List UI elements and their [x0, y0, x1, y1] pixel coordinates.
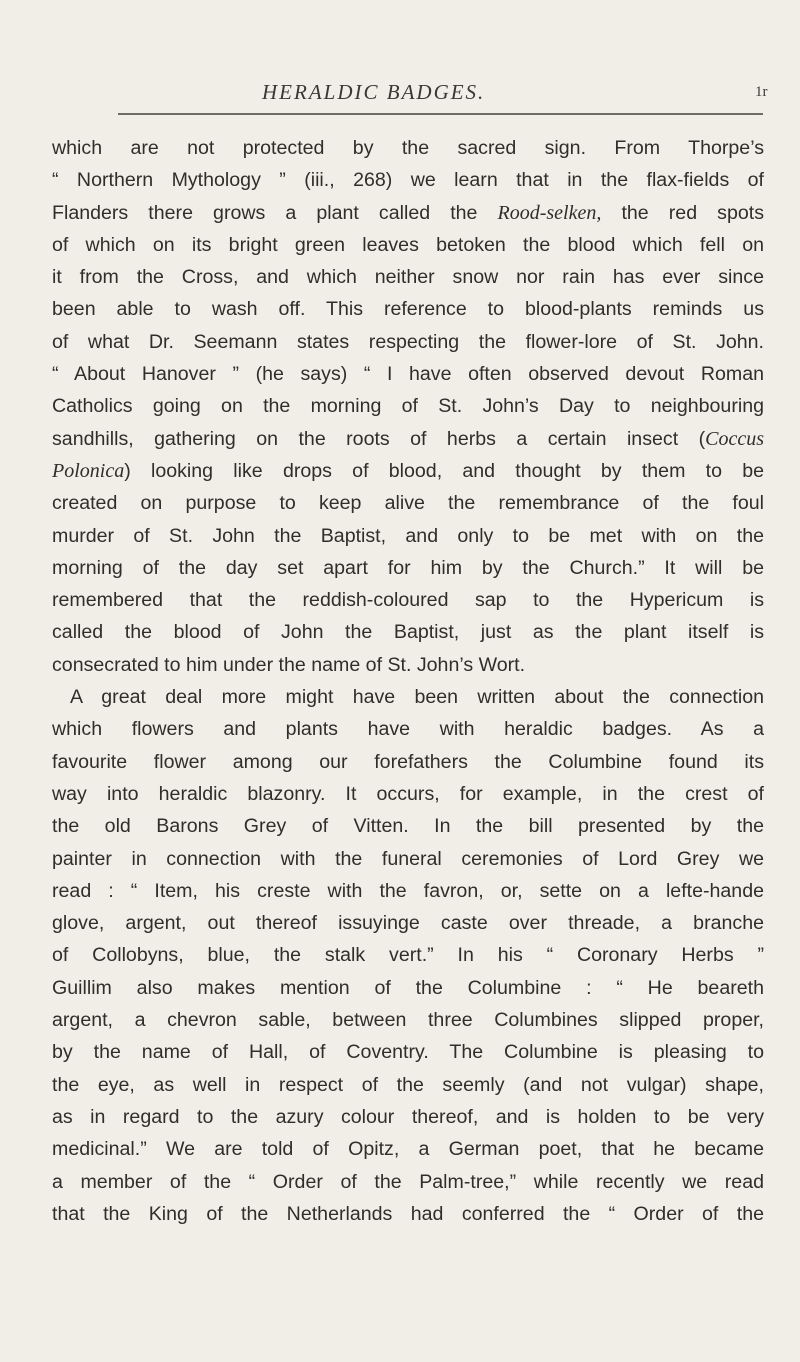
- text-line: medicinal.” We are told of Opitz, a German poet, that he became: [52, 1138, 764, 1161]
- text-line: morning of the day set apart for him by the Church.” It will be: [52, 556, 764, 579]
- text-segment: looking like drops of blood, and thought by them to be: [150, 459, 764, 482]
- italic-term-polonica: Polonica: [52, 459, 125, 482]
- header-rule: [118, 113, 763, 115]
- text-line: the old Barons Grey of Vitten. In the bill presented by the: [52, 815, 764, 838]
- text-line: as in regard to the azury colour thereof, and is holden to be very: [52, 1105, 764, 1128]
- text-line: glove, argent, out thereof issuyinge caste over threade, a branche: [52, 912, 764, 935]
- text-segment: ): [124, 459, 131, 482]
- text-line: A great deal more might have been written about the connection: [70, 686, 764, 709]
- text-line: the eye, as well in respect of the seemly (and not vulgar) shape,: [52, 1073, 764, 1096]
- text-line: read : “ Item, his creste with the favron, or, sette on a lefte-hande: [52, 879, 764, 902]
- text-line: [52, 197, 764, 229]
- text-segment: the red spots: [621, 201, 764, 224]
- text-line: a member of the “ Order of the Palm-tree,” while recently we read: [52, 1170, 764, 1193]
- running-title: HERALDIC BADGES.: [262, 80, 486, 104]
- text-segment: Flanders there grows a plant called the: [52, 201, 478, 224]
- text-line: created on purpose to keep alive the remembrance of the foul: [52, 492, 764, 515]
- text-line: that the King of the Netherlands had conferred the “ Order of the: [52, 1202, 764, 1225]
- italic-term-coccus: Coccus: [705, 427, 764, 450]
- text-line: argent, a chevron sable, between three Columbines slipped proper,: [52, 1009, 764, 1032]
- text-line: “ Northern Mythology ” (iii., 268) we learn that in the flax-fields of: [52, 169, 764, 192]
- text-line: painter in connection with the funeral ceremonies of Lord Grey we: [52, 847, 764, 870]
- text-line: Guillim also makes mention of the Columbine : “ He beareth: [52, 976, 764, 999]
- text-line: favourite flower among our forefathers the Columbine found its: [52, 750, 764, 773]
- text-line: by the name of Hall, of Coventry. The Columbine is pleasing to: [52, 1041, 764, 1064]
- text-line: called the blood of John the Baptist, just as the plant itself is: [52, 621, 764, 644]
- running-head: [0, 80, 800, 110]
- italic-term-rood-selken: Rood-selken,: [497, 201, 602, 224]
- text-line: “ About Hanover ” (he says) “ I have often observed devout Roman: [52, 363, 764, 386]
- page-number: 1r: [755, 84, 768, 100]
- text-line: been able to wash off. This reference to blood-plants reminds us: [52, 298, 764, 321]
- text-line: of what Dr. Seemann states respecting the flower-lore of St. John.: [52, 330, 764, 353]
- body-text: [52, 132, 764, 1230]
- text-line: it from the Cross, and which neither snow nor rain has ever since: [52, 266, 764, 289]
- text-line: Catholics going on the morning of St. John’s Day to neighbouring: [52, 395, 764, 418]
- text-line: consecrated to him under the name of St. John’s Wort.: [52, 653, 526, 676]
- text-line: of which on its bright green leaves betoken the blood which fell on: [52, 233, 764, 256]
- text-line: of Collobyns, blue, the stalk vert.” In his “ Coronary Herbs ”: [52, 944, 764, 967]
- text-line: [52, 423, 764, 455]
- text-line: remembered that the reddish-coloured sap to the Hypericum is: [52, 589, 764, 612]
- text-segment: sandhills, gathering on the roots of herbs a certain insect (: [52, 427, 706, 450]
- text-line: way into heraldic blazonry. It occurs, for example, in the crest of: [52, 782, 764, 805]
- text-line: which flowers and plants have with heraldic badges. As a: [52, 718, 764, 741]
- text-line: which are not protected by the sacred sign. From Thorpe’s: [52, 137, 764, 159]
- text-line: murder of St. John the Baptist, and only to be met with on the: [52, 524, 764, 547]
- text-line: [52, 455, 764, 487]
